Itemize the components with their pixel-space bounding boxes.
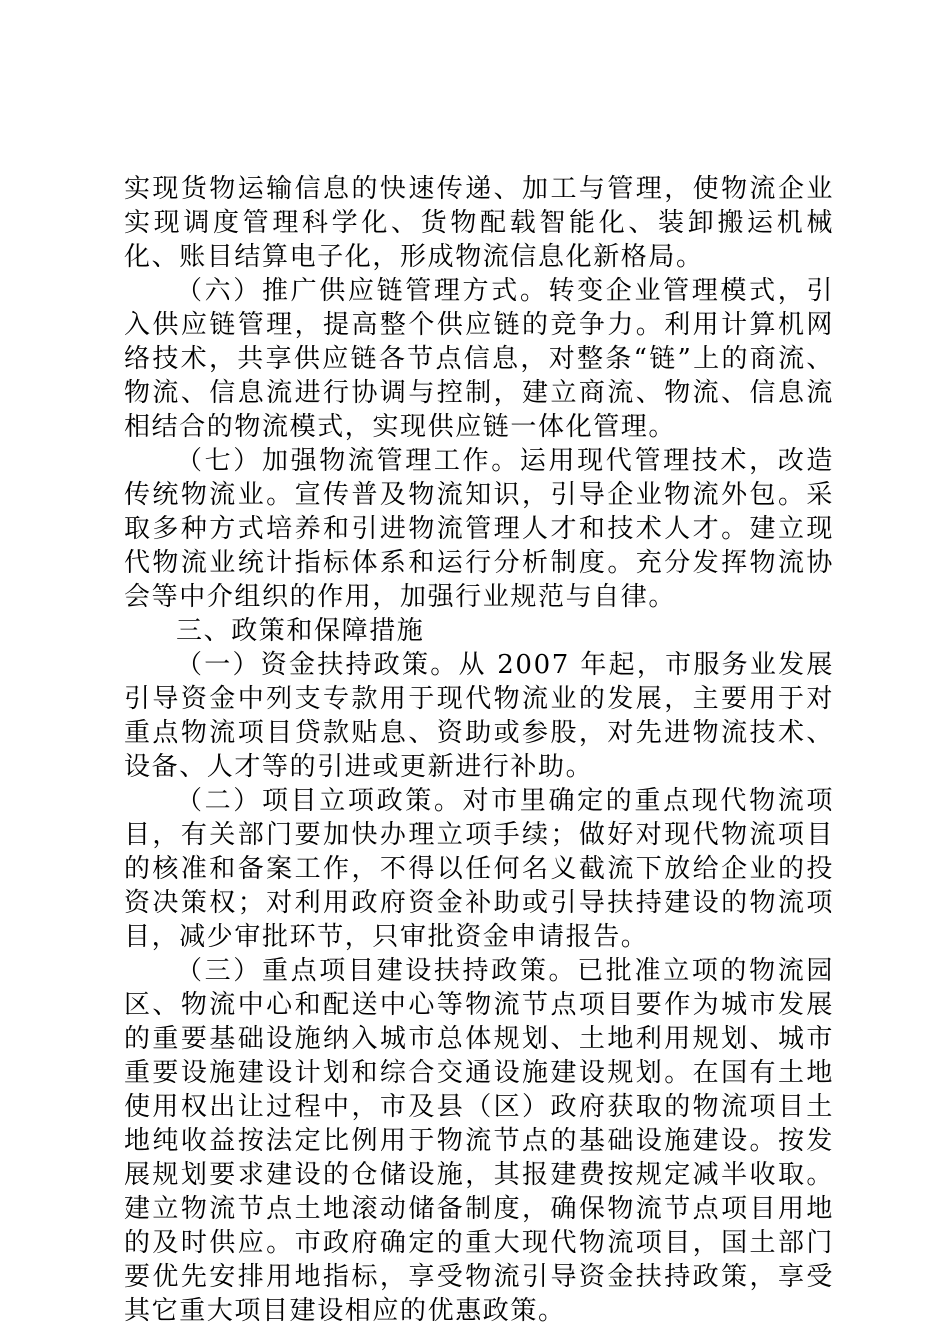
paragraph-supply-chain: （六）推广供应链管理方式。转变企业管理模式，引入供应链管理，提高整个供应链的竞争力。利用计算机网络技术，共享供应链各节点信息，对整条“链”上的商流、物流、信息流进行协调与控制，建立商流、物流、信息流相结合的物流模式，实现供应链一体化管理。	[124, 276, 834, 442]
paragraph-logistics-management: （七）加强物流管理工作。运用现代管理技术，改造传统物流业。宣传普及物流知识，引导企业物流外包。采取多种方式培养和引进物流管理人才和技术人才。建立现代物流业统计指标体系和运行分析制度。充分发挥物流协会等中介组织的作用，加强行业规范与自律。	[124, 446, 834, 612]
document-body	[124, 172, 834, 1328]
paragraph-project-approval-policy: （二）项目立项政策。对市里确定的重点现代物流项目，有关部门要加快办理立项手续；做好对现代物流项目的核准和备案工作，不得以任何名义截流下放给企业的投资决策权；对利用政府资金补助或引导扶持建设的物流项目，减少审批环节，只审批资金申请报告。	[124, 786, 834, 952]
paragraph-continuation: 实现货物运输信息的快速传递、加工与管理，使物流企业实现调度管理科学化、货物配载智能化、装卸搬运机械化、账目结算电子化，形成物流信息化新格局。	[124, 174, 834, 272]
section-heading-policies: 三、政策和保障措施	[176, 616, 425, 646]
paragraph-funding-policy: （一）资金扶持政策。从 2007 年起，市服务业发展引导资金中列支专款用于现代物流业的发展，主要用于对重点物流项目贷款贴息、资助或参股，对先进物流技术、设备、人才等的引进或更新进行补助。	[124, 650, 834, 782]
paragraph-key-project-policy: （三）重点项目建设扶持政策。已批准立项的物流园区、物流中心和配送中心等物流节点项目要作为城市发展的重要基础设施纳入城市总体规划、土地利用规划、城市重要设施建设计划和综合交通设施建设规划。在国有土地使用权出让过程中，市及县（区）政府获取的物流项目土地纯收益按法定比例用于物流节点的基础设施建设。按发展规划要求建设的仓储设施，其报建费按规定减半收取。建立物流节点土地滚动储备制度，确保物流节点项目用地的及时供应。市政府确定的重大现代物流项目，国土部门要优先安排用地指标，享受物流引导资金扶持政策，享受其它重大项目建设相应的优惠政策。	[124, 956, 834, 1326]
